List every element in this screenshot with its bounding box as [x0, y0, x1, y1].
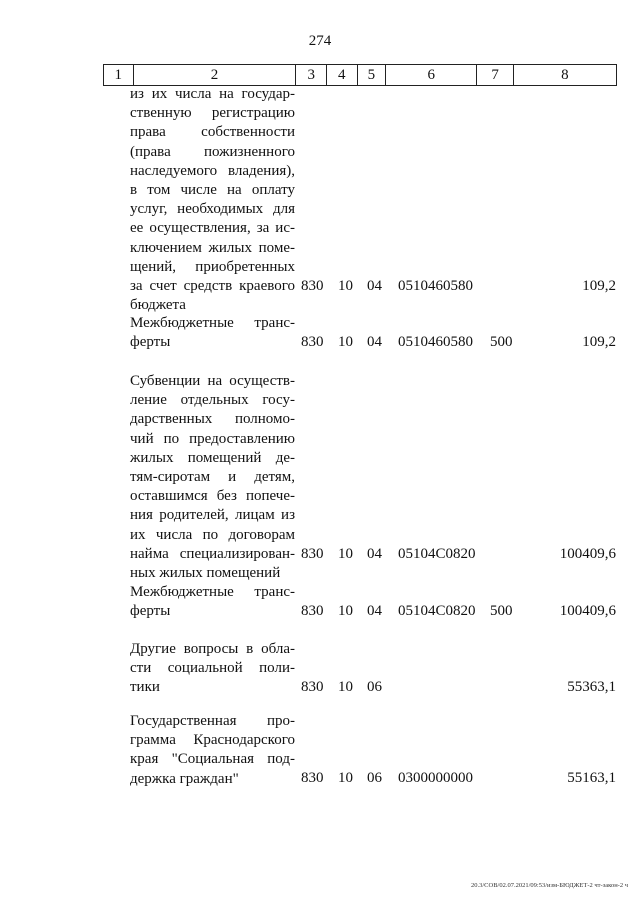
code-target: 0510460580: [398, 334, 473, 350]
header-col-8: 8: [513, 65, 616, 86]
code-subsection: 04: [367, 546, 382, 562]
header-col-2: 2: [133, 65, 296, 86]
description-line: ферты: [130, 603, 171, 620]
header-col-5: 5: [357, 65, 386, 86]
description-line: ния родителей, лицам из: [130, 507, 295, 524]
description-line: ных жилых помещений: [130, 565, 281, 582]
description-line: найма специализирован-: [130, 545, 295, 562]
description-line: наследуемого владения),: [130, 162, 295, 179]
row-description: [130, 85, 295, 315]
row-description: [130, 314, 295, 352]
code-section: 10: [338, 546, 353, 562]
code-subsection: 06: [367, 679, 382, 695]
code-section: 10: [338, 334, 353, 350]
amount: 109,2: [582, 334, 616, 350]
description-line: ственную регистрацию: [130, 105, 295, 122]
amount: 100409,6: [559, 603, 616, 619]
row-description: [130, 712, 295, 789]
code-subsection: 04: [367, 603, 382, 619]
code-target: 05104C0820: [398, 546, 476, 562]
description-line: Субвенции на осуществ-: [130, 373, 295, 389]
code-section: 10: [338, 278, 353, 294]
code-admin: 830: [301, 770, 324, 786]
description-line: чий по предоставлению: [130, 430, 295, 447]
code-section: 10: [338, 770, 353, 786]
code-admin: 830: [301, 334, 324, 350]
table-header: [103, 64, 617, 86]
description-line: услуг, необходимых для: [130, 201, 295, 218]
description-line: Государственная про-: [130, 713, 295, 729]
description-line: грамма Краснодарского: [130, 732, 295, 749]
description-line: права собственности: [130, 124, 295, 141]
code-expense-type: 500: [490, 334, 513, 350]
header-col-4: 4: [326, 65, 357, 86]
description-line: Межбюджетные транс-: [130, 584, 295, 600]
description-line: края "Социальная под-: [130, 751, 295, 768]
code-target: 05104C0820: [398, 603, 476, 619]
description-line: Межбюджетные транс-: [130, 315, 295, 331]
description-line: из их числа на государ-: [130, 86, 295, 102]
description-line: тики: [130, 679, 160, 696]
description-line: оставшимся без попече-: [130, 488, 295, 505]
description-line: Другие вопросы в обла-: [130, 641, 295, 657]
code-admin: 830: [301, 603, 324, 619]
row-description: [130, 583, 295, 621]
description-line: ее осуществления, за ис-: [130, 220, 295, 237]
header-col-7: 7: [477, 65, 513, 86]
page-number: 274: [308, 33, 332, 49]
description-line: сти социальной поли-: [130, 660, 295, 677]
description-line: щений, приобретенных: [130, 258, 295, 275]
description-line: ферты: [130, 334, 171, 351]
description-line: за счет средств краевого: [130, 278, 295, 295]
description-line: ление отдельных госу-: [130, 392, 295, 409]
row-description: [130, 640, 295, 698]
description-line: в том числе на оплату: [130, 182, 295, 199]
amount: 100409,6: [559, 546, 616, 562]
amount: 55363,1: [567, 679, 616, 695]
description-line: (права пожизненного: [130, 143, 295, 160]
header-col-6: 6: [386, 65, 477, 86]
code-expense-type: 500: [490, 603, 513, 619]
code-admin: 830: [301, 278, 324, 294]
description-line: тям-сиротам и детям,: [130, 469, 295, 486]
code-target: 0510460580: [398, 278, 473, 294]
code-subsection: 04: [367, 334, 382, 350]
code-admin: 830: [301, 546, 324, 562]
code-subsection: 04: [367, 278, 382, 294]
code-admin: 830: [301, 679, 324, 695]
amount: 55163,1: [567, 770, 616, 786]
description-line: их числа по договорам: [130, 526, 295, 543]
header-col-1: 1: [104, 65, 134, 86]
description-line: держка граждан": [130, 770, 239, 787]
description-line: бюджета: [130, 297, 186, 314]
code-target: 0300000000: [398, 770, 473, 786]
code-section: 10: [338, 679, 353, 695]
description-line: жилых помещений де-: [130, 449, 295, 466]
code-section: 10: [338, 603, 353, 619]
header-col-3: 3: [296, 65, 327, 86]
code-subsection: 06: [367, 770, 382, 786]
description-line: дарственных полномо-: [130, 411, 295, 428]
amount: 109,2: [582, 278, 616, 294]
description-line: ключением жилых поме-: [130, 239, 295, 256]
document-footer: 20.3/СОВ/02.07.2021/09:53/изм-БЮДЖЕТ-2 чт-закон-2 ч: [470, 882, 628, 889]
row-description: [130, 372, 295, 583]
